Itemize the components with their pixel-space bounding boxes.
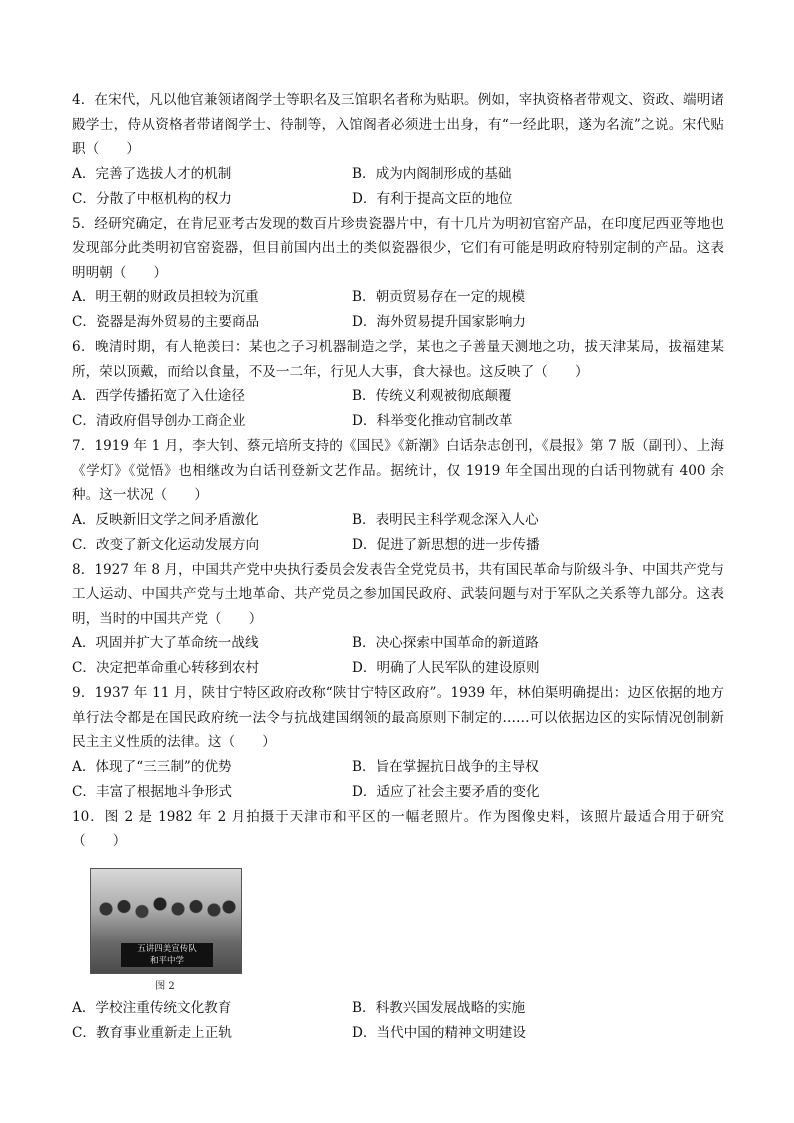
option-b[interactable]: B．成为内阁制形成的基础	[352, 165, 512, 182]
option-b[interactable]: B．决心探索中国革命的新道路	[352, 635, 539, 651]
option-d[interactable]: D．海外贸易提升国家影响力	[352, 314, 527, 330]
option-grid	[72, 285, 724, 335]
option-c[interactable]: C．瓷器是海外贸易的主要商品	[72, 314, 260, 330]
option-grid	[72, 755, 724, 805]
photo-banner	[121, 943, 213, 967]
option-c[interactable]: C．教育事业重新走上正轨	[72, 1024, 232, 1041]
option-grid	[72, 508, 724, 558]
option-b[interactable]: B．传统义利观被彻底颠覆	[352, 388, 512, 404]
option-a[interactable]: A．体现了“三三制”的优势	[72, 758, 232, 775]
banner-line-2: 和平中学	[149, 955, 184, 966]
question-7	[72, 434, 724, 558]
option-d[interactable]: D．当代中国的精神文明建设	[352, 1024, 527, 1041]
option-a[interactable]: A．巩固并扩大了革命统一战线	[72, 635, 259, 651]
option-d[interactable]: D．适应了社会主要矛盾的变化	[352, 783, 540, 800]
option-a[interactable]: A．完善了选拔人才的机制	[72, 165, 232, 182]
historical-photo	[90, 868, 242, 974]
figure-caption: 图 2	[155, 980, 175, 992]
banner-line-1: 五讲四美宣传队	[137, 943, 197, 954]
question-stem: 4．在宋代，凡以他官兼领诸阁学士等职名及三馆职名者称为贴职。例如，宰执资格者带观文、资政、端明诸殿学士，侍从资格者带诸阁学士、待制等，入馆阁者必须进士出身，有“一经此职，遂为名流”之说。宋代贴职（ ）	[72, 92, 724, 157]
option-d[interactable]: D．明确了人民军队的建设原则	[352, 660, 540, 676]
option-d[interactable]: D．有利于提高文臣的地位	[352, 190, 513, 207]
option-grid	[72, 162, 724, 212]
question-9	[72, 681, 724, 805]
option-b[interactable]: B．旨在掌握抗日战争的主导权	[352, 758, 539, 775]
option-a[interactable]: A．学校注重传统文化教育	[72, 999, 232, 1016]
question-8	[72, 558, 724, 682]
photo-crowd	[91, 889, 241, 939]
question-10	[72, 805, 724, 1046]
option-c[interactable]: C．丰富了根据地斗争形式	[72, 783, 232, 800]
question-stem: 7．1919 年 1 月，李大钊、蔡元培所支持的《国民》《新潮》白话杂志创刊，《晨报》第 7 版（副刊）、上海《学灯》《觉悟》也相继改为白话刊登新文艺作品。据统计，仅 1919 年全国出现的白话刊物就有 400 余种。这一状况（ ）	[72, 438, 724, 503]
option-c[interactable]: C．改变了新文化运动发展方向	[72, 536, 260, 553]
option-d[interactable]: D．促进了新思想的进一步传播	[352, 536, 540, 553]
figure-2	[90, 868, 242, 996]
question-stem: 6．晚清时期，有人艳羡曰：某也之子习机器制造之学，某也之子善量天测地之功，拔天津某局，拔福建某所，荣以顶戴，而给以食量，不及一二年，行见人大事，食大禄也。这反映了（ ）	[72, 339, 724, 380]
option-c[interactable]: C．决定把革命重心转移到农村	[72, 660, 260, 676]
option-a[interactable]: A．明王朝的财政员担较为沉重	[72, 289, 259, 305]
option-c[interactable]: C．分散了中枢机构的权力	[72, 190, 232, 207]
question-list	[72, 88, 724, 1046]
question-6	[72, 335, 724, 434]
question-stem: 9．1937 年 11 月，陕甘宁特区政府改称“陕甘宁特区政府”。1939 年，林伯渠明确提出：边区依据的地方单行法令都是在国民政府统一法令与抗战建国纲领的最高原则下制定的……可以依据边区的实际情况创制新民主主义性质的法律。这（ ）	[72, 685, 724, 750]
option-grid	[72, 996, 724, 1046]
question-stem: 8．1927 年 8 月，中国共产党中央执行委员会发表告全党党员书，共有国民革命与阶级斗争、中国共产党与工人运动、中国共产党与土地革命、共产党员之参加国民政府、武装问题与对于军队之关系等九部分。这表明，当时的中国共产党（ ）	[72, 561, 724, 627]
option-b[interactable]: B．科教兴国发展战略的实施	[352, 999, 526, 1016]
option-c[interactable]: C．清政府倡导创办工商企业	[72, 413, 246, 429]
option-a[interactable]: A．西学传播拓宽了入仕途径	[72, 388, 245, 404]
option-grid	[72, 384, 724, 434]
question-5	[72, 212, 724, 336]
question-stem: 5．经研究确定，在肯尼亚考古发现的数百片珍贵瓷器片中，有十几片为明初官窑产品，在印度尼西亚等地也发现部分此类明初官窑瓷器，但目前国内出土的类似瓷器很少，它们有可能是明政府特别定制的产品。这表明明朝（ ）	[72, 215, 724, 281]
option-a[interactable]: A．反映新旧文学之间矛盾激化	[72, 511, 259, 528]
option-b[interactable]: B．表明民主科学观念深入人心	[352, 511, 539, 528]
question-stem: 10．图 2 是 1982 年 2 月拍摄于天津市和平区的一幅老照片。作为图像史料，该照片最适合用于研究（ ）	[72, 808, 724, 849]
option-b[interactable]: B．朝贡贸易存在一定的规模	[352, 289, 526, 305]
option-d[interactable]: D．科举变化推动官制改革	[352, 413, 513, 429]
option-grid	[72, 631, 724, 681]
question-4	[72, 88, 724, 212]
